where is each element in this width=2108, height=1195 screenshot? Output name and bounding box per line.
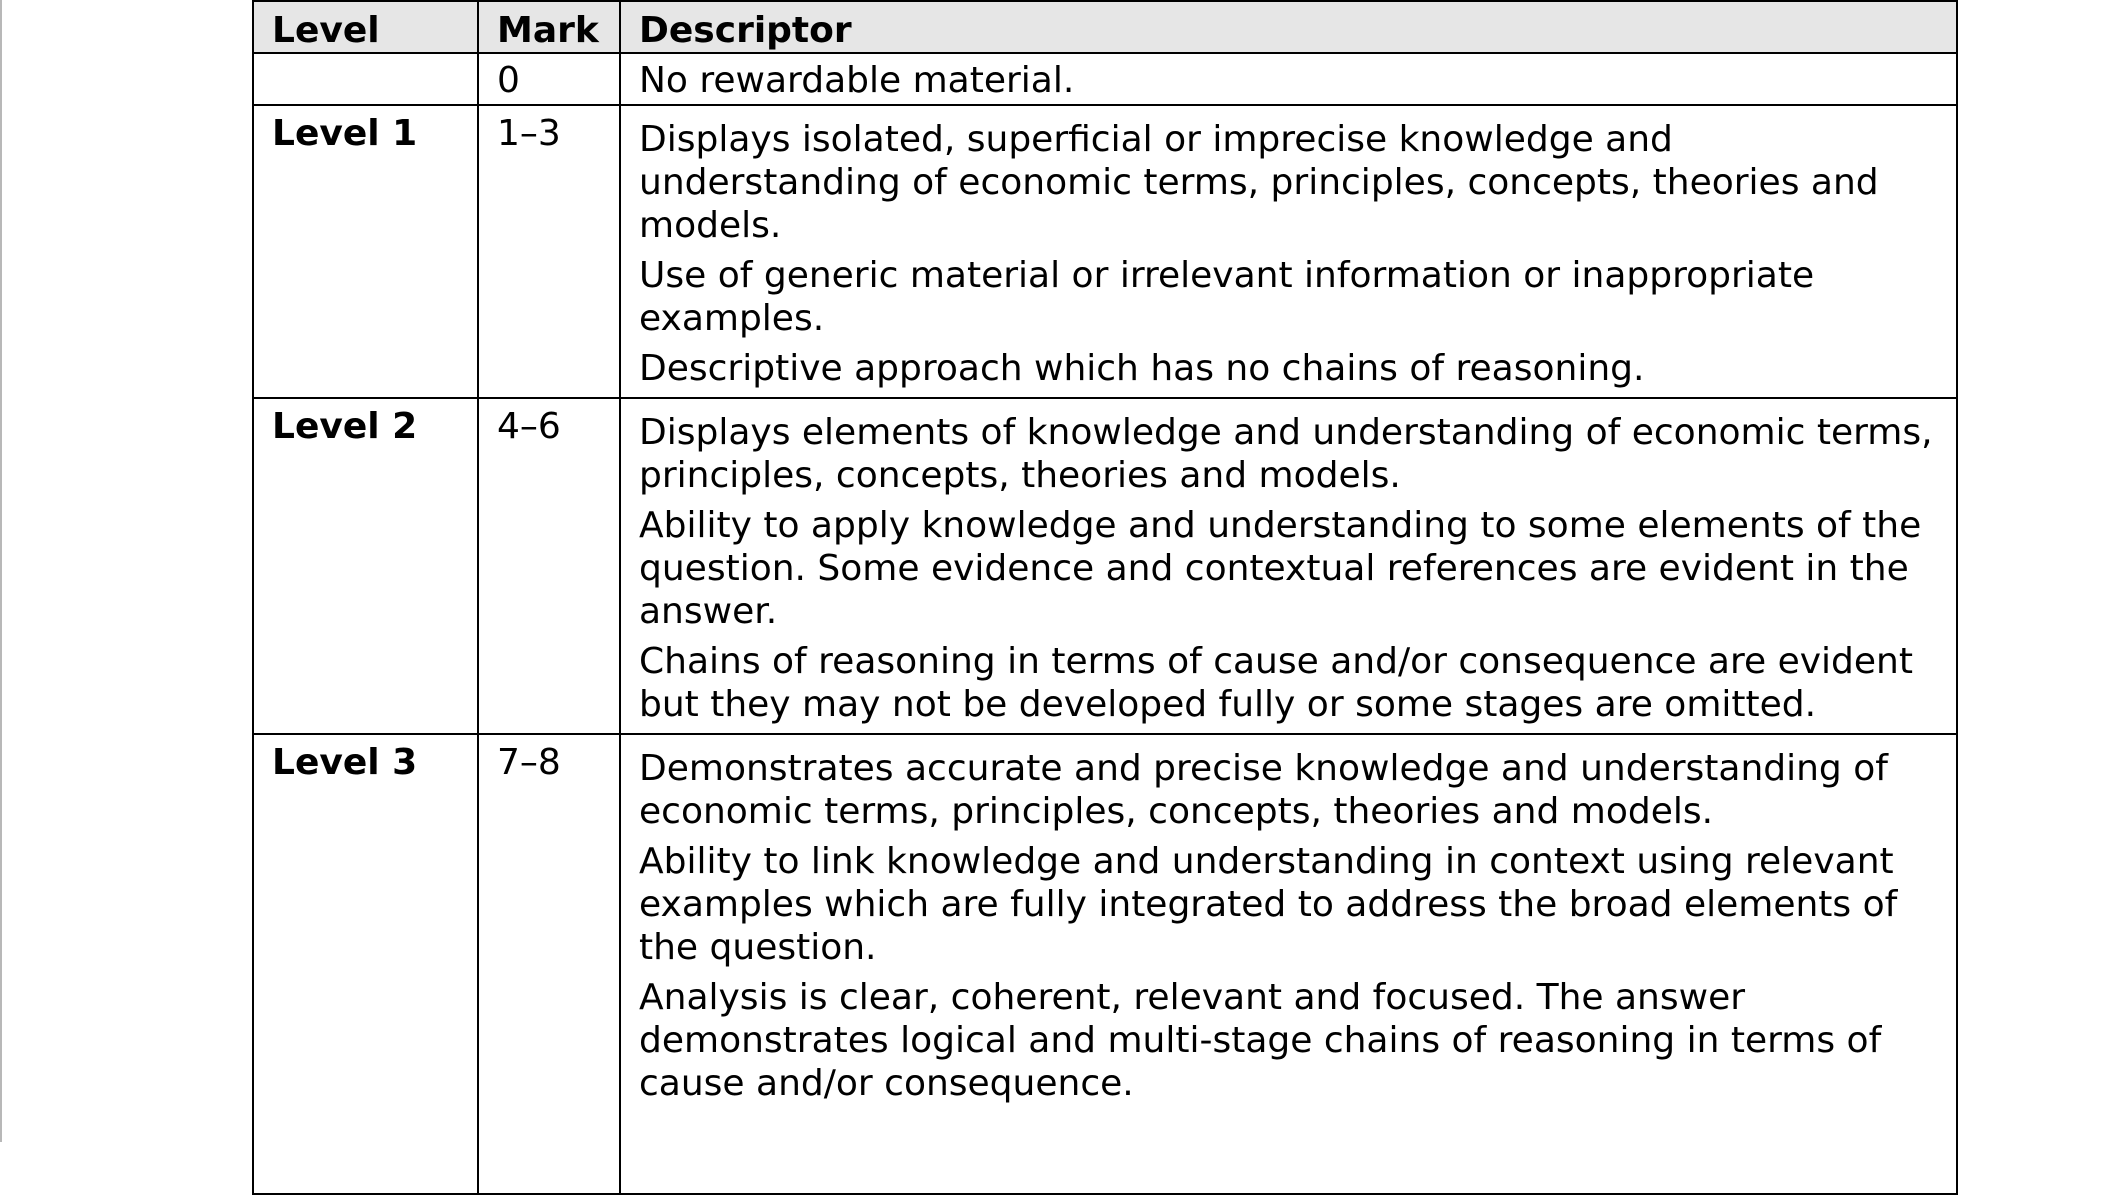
header-level: Level xyxy=(253,1,478,53)
zero-level-cell xyxy=(253,53,478,105)
page-left-edge xyxy=(0,0,2,1142)
level-3-descriptor-3: Analysis is clear, coherent, relevant and focused. The answer demonstrates logical and multi-stage chains of reasoning in terms of cause and/or consequence. xyxy=(639,977,1882,1104)
level-2-descriptor-1: Displays elements of knowledge and understanding of economic terms, principles, concepts, theories and models. xyxy=(639,412,1933,496)
table-row-level-3 xyxy=(253,734,1957,1194)
level-2-descriptor-2: Ability to apply knowledge and understanding to some elements of the question. Some evidence and contextual references are evident in the answer. xyxy=(639,505,1922,632)
level-1-descriptor-3: Descriptive approach which has no chains of reasoning. xyxy=(639,348,1645,389)
level-1-label: Level 1 xyxy=(253,105,478,398)
level-3-descriptor-cell xyxy=(620,734,1957,1194)
level-1-descriptor-2: Use of generic material or irrelevant information or inappropriate examples. xyxy=(639,255,1815,339)
header-mark: Mark xyxy=(478,1,620,53)
level-3-mark: 7–8 xyxy=(478,734,620,1194)
level-1-descriptor-cell xyxy=(620,105,1957,398)
level-3-descriptor-2: Ability to link knowledge and understanding in context using relevant examples which are fully integrated to address the broad elements of the question. xyxy=(639,841,1898,968)
level-1-mark: 1–3 xyxy=(478,105,620,398)
level-2-descriptor-3: Chains of reasoning in terms of cause and/or consequence are evident but they may not be developed fully or some stages are omitted. xyxy=(639,641,1913,725)
level-2-descriptor-cell xyxy=(620,398,1957,734)
table-header-row xyxy=(253,1,1957,53)
table-row-level-1 xyxy=(253,105,1957,398)
table-row-zero xyxy=(253,53,1957,105)
level-2-mark: 4–6 xyxy=(478,398,620,734)
zero-mark-cell: 0 xyxy=(478,53,620,105)
level-1-descriptor-1: Displays isolated, superficial or imprecise knowledge and understanding of economic terms, principles, concepts, theories and models. xyxy=(639,119,1879,246)
mark-scheme-table xyxy=(252,0,1958,1195)
header-descriptor: Descriptor xyxy=(620,1,1957,53)
level-3-label: Level 3 xyxy=(253,734,478,1194)
zero-descriptor-cell: No rewardable material. xyxy=(620,53,1957,105)
table-row-level-2 xyxy=(253,398,1957,734)
level-2-label: Level 2 xyxy=(253,398,478,734)
level-3-descriptor-1: Demonstrates accurate and precise knowledge and understanding of economic terms, principles, concepts, theories and models. xyxy=(639,748,1888,832)
